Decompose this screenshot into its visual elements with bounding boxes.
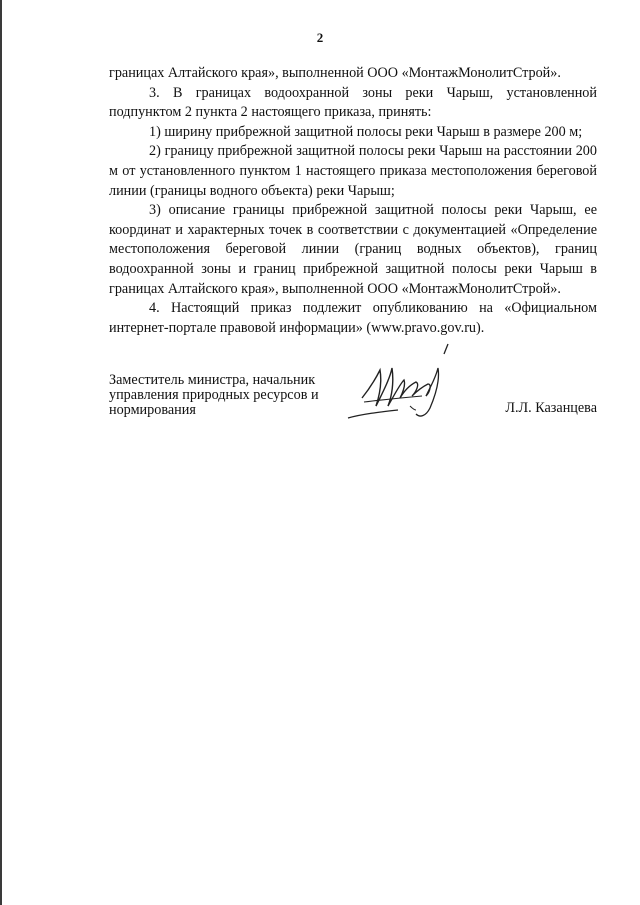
page-edge-line	[0, 0, 2, 905]
paragraph-subitem-1: 1) ширину прибрежной защитной полосы реки Чарыш в размере 200 м;	[149, 123, 583, 140]
paragraph-subitem-2: 2) границу прибрежной защитной полосы реки Чарыш на расстоянии 200 м от установленного пунктом 1 настоящего приказа местоположения береговой линии (границы водного объекта) реки Чарыш;	[109, 143, 597, 199]
paragraph-continuation: границах Алтайского края», выполненной ООО «МонтажМонолитСтрой».	[109, 65, 561, 81]
paragraph-item-3: 3. В границах водоохранной зоны реки Чарыш, установленной подпунктом 2 пункта 2 настоящего приказа, принять:	[109, 84, 597, 121]
paragraph-subitem-3: 3) описание границы прибрежной защитной полосы реки Чарыш, ее координат и характерных точек в соответствии с документацией «Определение местоположения береговой линии (границ водных объектов), границ водоохранной зоны и границ прибрежной защитной полосы реки Чарыш в границах Алтайского края», выполненной ООО «МонтажМонолитСтрой».	[109, 202, 597, 297]
signatory-position: Заместитель министра, начальник управления природных ресурсов и нормирования	[109, 372, 319, 418]
document-body	[109, 64, 597, 338]
signatory-name: Л.Л. Казанцева	[505, 400, 597, 416]
paragraph-item-4: 4. Настоящий приказ подлежит опубликованию на «Официальном интернет-портале правовой информации» (www.pravo.gov.ru).	[109, 300, 597, 336]
signature-block	[109, 373, 597, 433]
page-number: 2	[316, 30, 324, 45]
